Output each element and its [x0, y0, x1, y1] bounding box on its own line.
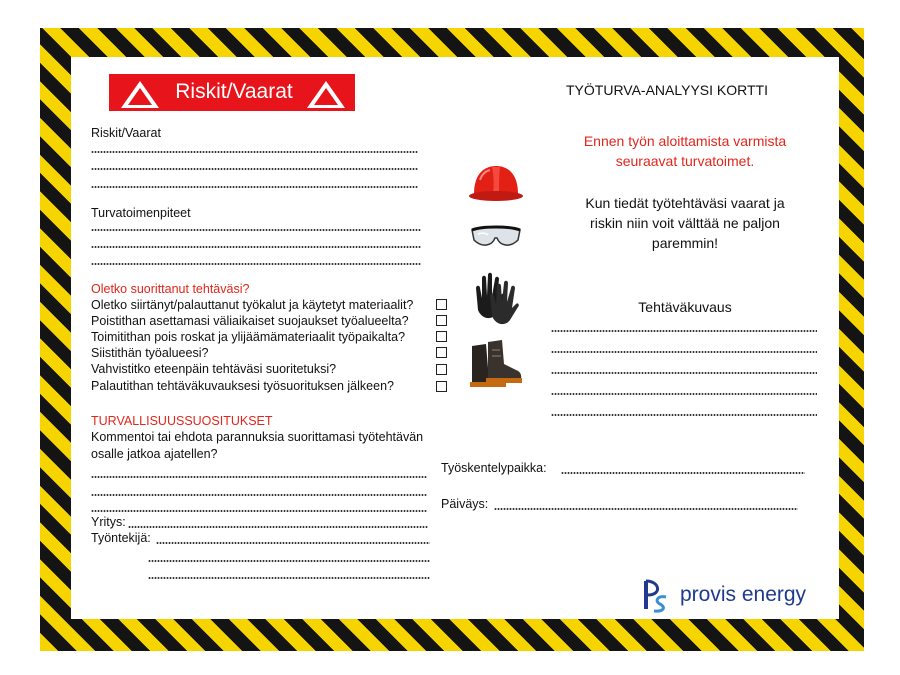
info-line: Kun tiedät työtehtäväsi vaarat ja — [585, 195, 785, 211]
safety-boots-icon — [466, 338, 524, 390]
recommendations-text: Kommentoi tai ehdota parannuksia suorittamasi työtehtävän — [91, 430, 424, 444]
checklist-checkbox[interactable] — [436, 381, 447, 392]
warning-triangle-icon — [119, 79, 161, 109]
date-line[interactable] — [494, 508, 798, 510]
notice-line: seuraavat turvatoimet. — [615, 153, 755, 169]
comment-line[interactable] — [91, 494, 427, 496]
company-label: Yritys: — [91, 515, 126, 529]
comment-line[interactable] — [91, 510, 427, 512]
warning-triangle-icon — [305, 79, 347, 109]
measures-line[interactable] — [91, 263, 421, 265]
banner-title: Riskit/Vaarat — [175, 80, 293, 103]
notice-line: Ennen työn aloittamista varmista — [583, 133, 787, 149]
info-line: paremmin! — [651, 235, 719, 251]
card-title: TYÖTURVA-ANALYYSI KORTTI — [566, 82, 769, 98]
worker-line[interactable] — [156, 542, 430, 544]
measures-line[interactable] — [91, 246, 421, 248]
checklist-item: Siistithän työalueesi? — [91, 346, 209, 360]
task-line[interactable] — [551, 414, 817, 416]
task-description-label: Tehtäväkuvaus — [638, 299, 732, 315]
risks-line[interactable] — [91, 151, 418, 153]
safety-glasses-icon — [470, 220, 522, 252]
risks-label: Riskit/Vaarat — [91, 126, 161, 140]
measures-label: Turvatoimenpiteet — [91, 206, 191, 220]
hard-hat-icon — [468, 160, 524, 205]
worker-line[interactable] — [148, 560, 430, 562]
checklist-item: Toimitithan pois roskat ja ylijäämämateriaalit työpaikalta? — [91, 330, 406, 344]
info-line: riskin niin voit välttää ne paljon — [590, 215, 780, 231]
company-logo — [640, 577, 836, 613]
checklist-item: Poistithan asettamasi väliaikaiset suojaukset työalueelta? — [91, 314, 409, 328]
workplace-label: Työskentelypaikka: — [441, 461, 547, 475]
workplace-line[interactable] — [561, 472, 805, 474]
checklist-checkbox[interactable] — [436, 347, 447, 358]
checklist-item: Oletko siirtänyt/palauttanut työkalut ja käytetyt materiaalit? — [91, 298, 414, 312]
checklist-checkbox[interactable] — [436, 331, 447, 342]
checklist-item: Palautithan tehtäväkuvauksesi työsuorituksen jälkeen? — [91, 379, 394, 393]
risks-line[interactable] — [91, 186, 418, 188]
provis-logo-mark-icon — [640, 577, 674, 613]
risks-line[interactable] — [91, 168, 418, 170]
date-label: Päiväys: — [441, 497, 489, 511]
checklist-checkbox[interactable] — [436, 315, 447, 326]
logo-text: provis energy — [680, 583, 807, 606]
gloves-icon — [472, 270, 520, 326]
worker-label: Työntekijä: — [91, 531, 151, 545]
checklist-checkbox[interactable] — [436, 299, 447, 310]
recommendations-text: osalle jatkoa ajatellen? — [91, 447, 218, 461]
measures-line[interactable] — [91, 229, 421, 231]
risk-banner — [109, 74, 355, 111]
recommendations-heading: TURVALLISUUSSUOSITUKSET — [91, 414, 273, 428]
comment-line[interactable] — [91, 476, 427, 478]
checklist-checkbox[interactable] — [436, 364, 447, 375]
task-line[interactable] — [551, 393, 817, 395]
task-line[interactable] — [551, 372, 817, 374]
task-line[interactable] — [551, 351, 817, 353]
task-line[interactable] — [551, 330, 817, 332]
company-line[interactable] — [128, 526, 428, 528]
checklist-heading: Oletko suorittanut tehtäväsi? — [91, 282, 250, 296]
worker-line[interactable] — [148, 577, 430, 579]
checklist-item: Vahvistitko eteenpäin tehtäväsi suoritetuksi? — [91, 362, 337, 376]
